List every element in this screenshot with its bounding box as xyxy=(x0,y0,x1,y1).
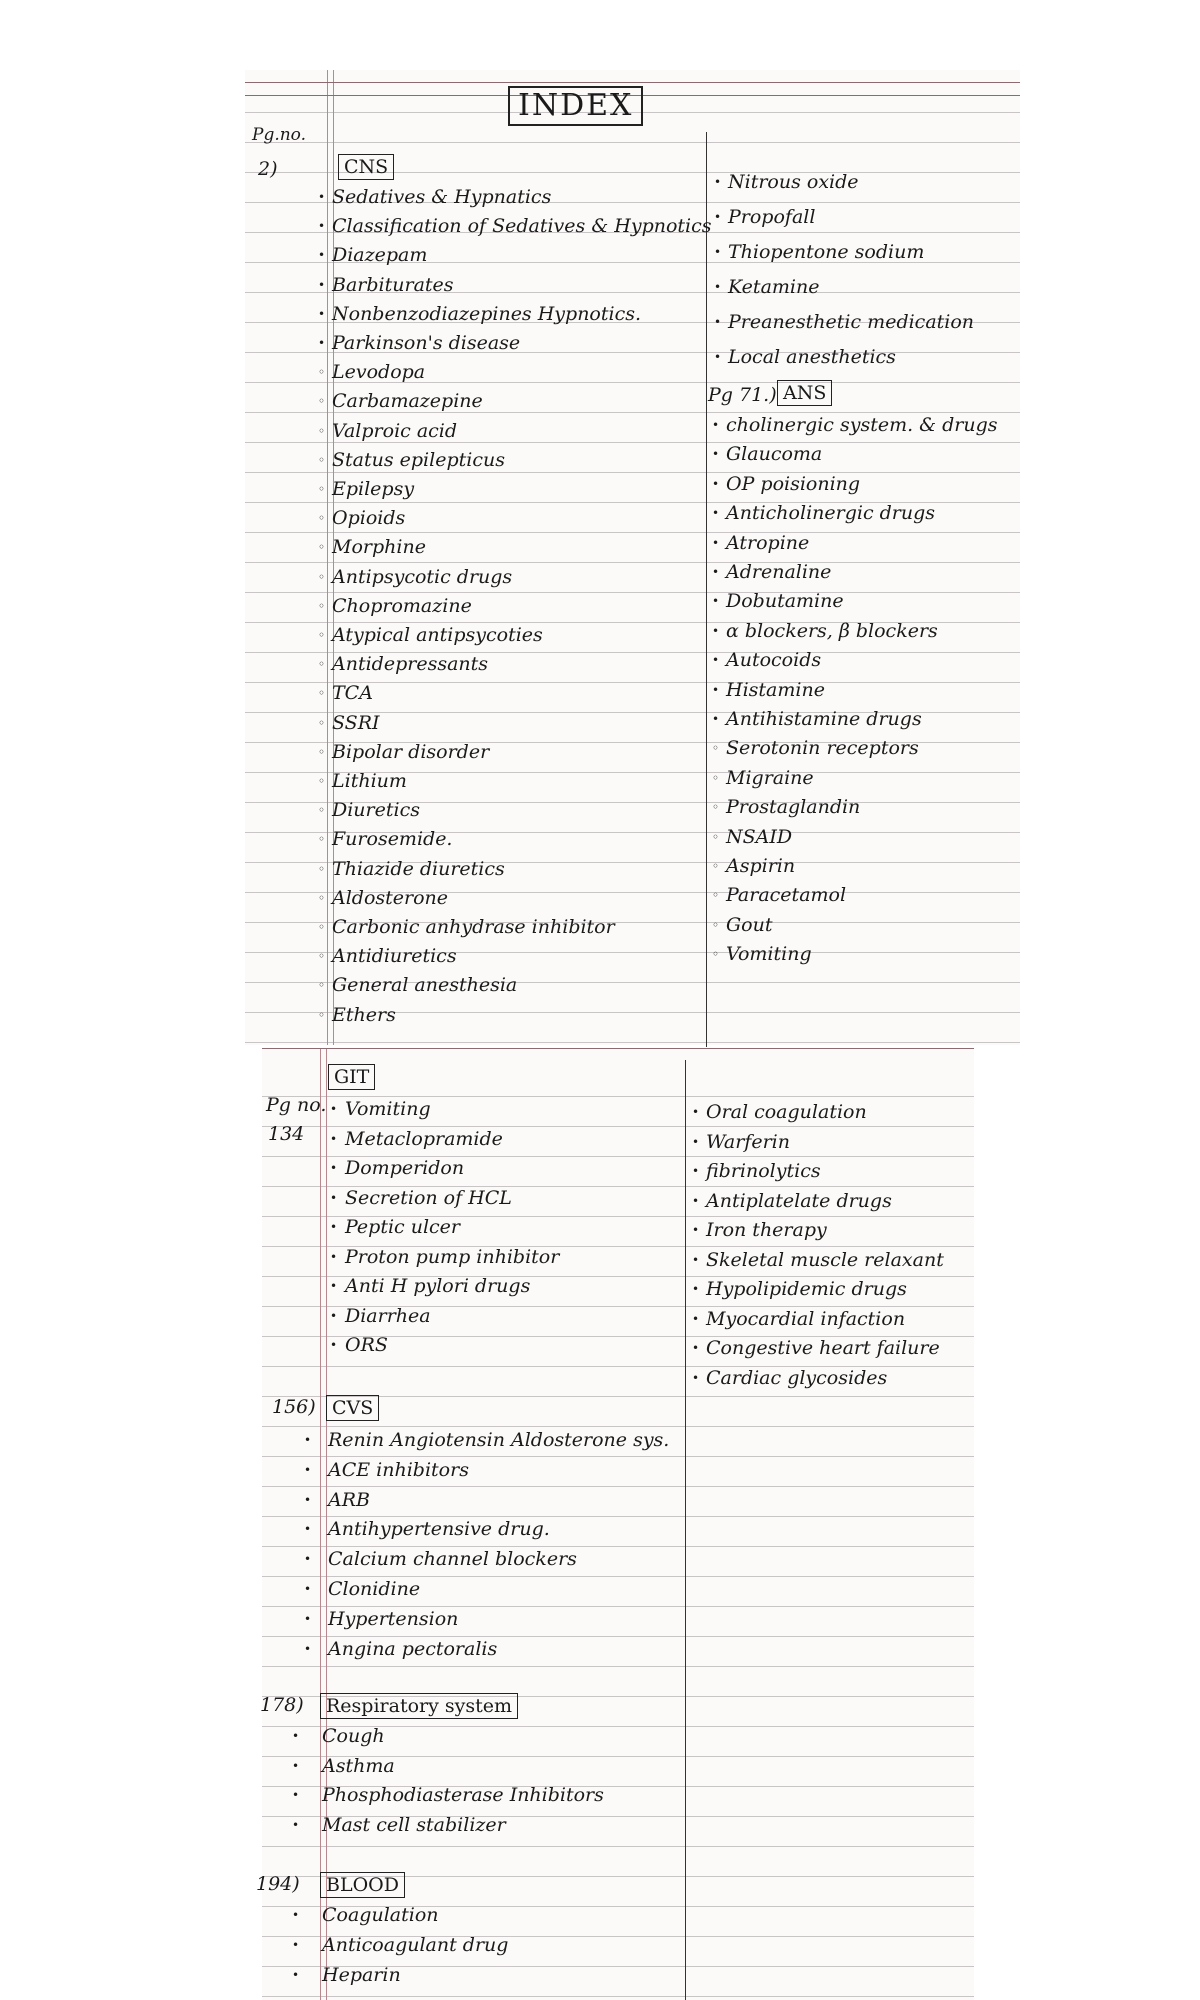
bullet-mark: • xyxy=(712,712,720,726)
index-entry: Warferin xyxy=(706,1130,790,1153)
bullet-mark: ◦ xyxy=(318,832,326,847)
index-entry: Preanesthetic medication xyxy=(728,311,975,333)
bullet-mark: ◦ xyxy=(318,744,326,759)
page-number-label: Pg.no. xyxy=(252,125,307,145)
bullet-mark: • xyxy=(712,594,720,609)
bullet-mark: ◦ xyxy=(318,774,326,788)
section-heading-cvs: CVS xyxy=(326,1395,379,1421)
bullet-mark: • xyxy=(330,1279,338,1293)
index-entry: Nitrous oxide xyxy=(728,171,859,193)
index-entry: Diarrhea xyxy=(345,1304,431,1327)
index-entry: fibrinolytics xyxy=(706,1160,821,1182)
bullet-mark: • xyxy=(712,565,720,579)
index-entry: Anti H pylori drugs xyxy=(345,1275,531,1297)
section-page-number: 156) xyxy=(272,1396,316,1418)
bullet-mark: ◦ xyxy=(712,770,720,785)
bullet-mark: ◦ xyxy=(318,890,326,905)
bullet-mark: ◦ xyxy=(318,861,326,876)
bullet-mark: • xyxy=(318,190,326,204)
section-page-number: 2) xyxy=(258,158,278,180)
index-entry: Bipolar disorder xyxy=(332,740,490,763)
index-entry: Cardiac glycosides xyxy=(706,1366,888,1389)
bullet-mark: ◦ xyxy=(318,686,326,701)
bullet-mark: • xyxy=(330,1131,338,1146)
bullet-mark: • xyxy=(712,682,720,697)
bullet-mark: ◦ xyxy=(318,920,326,934)
bullet-mark: • xyxy=(304,1433,312,1447)
bullet-mark: • xyxy=(692,1252,700,1267)
bullet-mark: ◦ xyxy=(712,800,720,815)
bullet-mark: ◦ xyxy=(712,888,720,903)
bullet-mark: ◦ xyxy=(318,482,326,496)
index-entry: cholinergic system. & drugs xyxy=(726,414,998,436)
section-heading-respiratory: Respiratory system xyxy=(320,1693,518,1719)
index-entry: Thiopentone sodium xyxy=(728,241,925,263)
bullet-mark: • xyxy=(304,1641,312,1656)
bullet-mark: • xyxy=(304,1552,312,1567)
bullet-mark: • xyxy=(292,1758,300,1773)
bullet-mark: ◦ xyxy=(712,829,720,844)
bullet-mark: ◦ xyxy=(318,423,326,438)
bullet-mark: • xyxy=(692,1134,700,1149)
index-entry: Vomiting xyxy=(726,943,812,966)
bullet-mark: • xyxy=(330,1190,338,1205)
bullet-mark: • xyxy=(692,1223,700,1237)
bullet-mark: • xyxy=(318,248,326,263)
index-entry: Vomiting xyxy=(345,1098,431,1120)
column-divider xyxy=(706,132,707,1047)
index-entry: Status epilepticus xyxy=(332,448,505,471)
index-entry: Peptic ulcer xyxy=(345,1216,461,1238)
bullet-mark: • xyxy=(714,280,722,294)
bullet-mark: • xyxy=(330,1308,338,1323)
index-entry: Propofall xyxy=(728,206,816,228)
index-entry: Asthma xyxy=(322,1754,395,1777)
index-entry: Iron therapy xyxy=(706,1219,827,1241)
bullet-mark: • xyxy=(304,1611,312,1626)
bullet-mark: • xyxy=(292,1938,300,1952)
bullet-mark: ◦ xyxy=(318,365,326,380)
index-entry: Metaclopramide xyxy=(345,1127,503,1150)
bullet-mark: • xyxy=(318,306,326,321)
index-entry: Local anesthetics xyxy=(728,346,896,368)
index-entry: Classification of Sedatives & Hypnotics xyxy=(332,215,712,238)
index-entry: ACE inhibitors xyxy=(328,1458,469,1481)
bullet-mark: • xyxy=(714,315,722,329)
index-entry: Autocoids xyxy=(726,649,822,672)
bullet-mark: ◦ xyxy=(318,540,326,555)
index-entry: Valproic acid xyxy=(332,419,458,442)
section-page-number: Pg 71.) xyxy=(708,384,777,406)
index-entry: Adrenaline xyxy=(726,561,832,583)
index-entry: Carbonic anhydrase inhibitor xyxy=(332,916,615,938)
index-entry: Antihistamine drugs xyxy=(726,708,922,730)
bullet-mark: • xyxy=(692,1164,700,1178)
bullet-mark: • xyxy=(692,1282,700,1296)
bullet-mark: • xyxy=(330,1161,338,1175)
bullet-mark: • xyxy=(692,1341,700,1355)
index-entry: Phosphodiasterase Inhibitors xyxy=(322,1784,604,1806)
index-entry: Congestive heart failure xyxy=(706,1337,940,1359)
index-entry: Angina pectoralis xyxy=(328,1637,498,1660)
bullet-mark: • xyxy=(330,1220,338,1234)
index-entry: TCA xyxy=(332,682,373,705)
bullet-mark: ◦ xyxy=(318,949,326,964)
section-heading-ans: ANS xyxy=(777,380,832,406)
bullet-mark: ◦ xyxy=(318,628,326,642)
section-page-number: 194) xyxy=(256,1873,300,1895)
section-page-number: 178) xyxy=(260,1694,304,1716)
bullet-mark: • xyxy=(712,418,720,432)
index-entry: α blockers, β blockers xyxy=(726,619,938,642)
index-entry: Clonidine xyxy=(328,1578,421,1600)
bullet-mark: • xyxy=(712,623,720,638)
index-entry: Oral coagulation xyxy=(706,1101,867,1123)
bullet-mark: • xyxy=(318,219,326,234)
index-entry: Chopromazine xyxy=(332,594,472,617)
index-title: INDEX xyxy=(508,86,643,126)
index-entry: Proton pump inhibitor xyxy=(345,1245,560,1268)
bullet-mark: ◦ xyxy=(318,452,326,467)
index-entry: OP poisioning xyxy=(726,472,861,495)
index-entry: Serotonin receptors xyxy=(726,737,919,760)
index-entry: Antidiuretics xyxy=(332,945,457,968)
index-entry: Ketamine xyxy=(728,276,820,298)
index-entry: Anticoagulant drug xyxy=(322,1934,509,1956)
bullet-mark: • xyxy=(304,1522,312,1537)
index-entry: Aldosterone xyxy=(332,886,449,909)
bullet-mark: • xyxy=(292,1968,300,1982)
bullet-mark: ◦ xyxy=(318,511,326,526)
index-entry: Coagulation xyxy=(322,1904,439,1926)
bullet-mark: • xyxy=(712,535,720,550)
index-entry: Levodopa xyxy=(332,361,426,384)
bullet-mark: • xyxy=(318,277,326,292)
index-entry: Migraine xyxy=(726,766,814,789)
bullet-mark: • xyxy=(714,210,722,224)
bullet-mark: • xyxy=(318,336,326,350)
index-entry: Diuretics xyxy=(332,799,420,822)
index-entry: Lithium xyxy=(332,770,407,792)
bullet-mark: • xyxy=(330,1102,338,1116)
page-number-label: Pg no. xyxy=(266,1094,327,1116)
index-entry: Opioids xyxy=(332,507,406,530)
bullet-mark: ◦ xyxy=(318,394,326,409)
index-entry: General anesthesia xyxy=(332,974,518,997)
index-entry: NSAID xyxy=(726,825,793,848)
section-page-number: 134 xyxy=(268,1123,305,1145)
index-entry: Renin Angiotensin Aldosterone sys. xyxy=(328,1429,670,1451)
bullet-mark: • xyxy=(330,1338,338,1352)
index-entry: Paracetamol xyxy=(726,884,847,907)
index-entry: Furosemide. xyxy=(332,828,453,851)
section-heading-blood: BLOOD xyxy=(320,1872,405,1898)
bullet-mark: ◦ xyxy=(318,657,326,672)
index-entry: Skeletal muscle relaxant xyxy=(706,1248,944,1271)
index-entry: Atypical antipsycoties xyxy=(332,624,543,646)
bullet-mark: • xyxy=(714,350,722,364)
section-heading-git: GIT xyxy=(328,1064,375,1090)
bullet-mark: • xyxy=(304,1492,312,1507)
index-entry: Morphine xyxy=(332,536,426,559)
bullet-mark: • xyxy=(714,245,722,259)
index-entry: Ethers xyxy=(332,1003,396,1026)
index-entry: Anticholinergic drugs xyxy=(726,502,936,525)
index-entry: Barbiturates xyxy=(332,273,454,296)
bullet-mark: • xyxy=(292,1788,300,1802)
bullet-mark: ◦ xyxy=(318,1007,326,1022)
index-entry: Nonbenzodiazepines Hypnotics. xyxy=(332,302,642,325)
bullet-mark: • xyxy=(692,1105,700,1119)
bullet-mark: • xyxy=(714,175,722,189)
bullet-mark: ◦ xyxy=(318,598,326,613)
column-divider xyxy=(685,1060,686,2000)
index-entry: Sedatives & Hypnatics xyxy=(332,186,552,208)
index-entry: Antihypertensive drug. xyxy=(328,1518,550,1541)
index-entry: Atropine xyxy=(726,531,810,554)
bullet-mark: • xyxy=(330,1249,338,1264)
index-entry: Hypertension xyxy=(328,1607,459,1630)
bullet-mark: ◦ xyxy=(712,917,720,932)
index-entry: Histamine xyxy=(726,678,825,701)
bullet-mark: • xyxy=(304,1462,312,1477)
index-entry: SSRI xyxy=(332,711,380,734)
index-entry: Prostaglandin xyxy=(726,796,861,819)
bullet-mark: ◦ xyxy=(712,741,720,756)
index-entry: Antiplatelate drugs xyxy=(706,1189,892,1212)
bullet-mark: • xyxy=(304,1582,312,1596)
top-rule xyxy=(262,1048,974,1049)
section-heading-cns: CNS xyxy=(338,154,394,180)
index-entry: Dobutamine xyxy=(726,590,844,613)
index-entry: Secretion of HCL xyxy=(345,1186,512,1209)
index-entry: Thiazide diuretics xyxy=(332,857,505,880)
index-entry: Antipsycotic drugs xyxy=(332,565,513,588)
bullet-mark: • xyxy=(712,476,720,491)
bullet-mark: • xyxy=(692,1311,700,1326)
index-entry: Hypolipidemic drugs xyxy=(706,1278,907,1300)
bullet-mark: • xyxy=(292,1817,300,1832)
bullet-mark: • xyxy=(292,1908,300,1922)
index-entry: Mast cell stabilizer xyxy=(322,1813,506,1836)
bullet-mark: • xyxy=(712,506,720,521)
bullet-mark: ◦ xyxy=(712,947,720,962)
index-entry: Glaucoma xyxy=(726,443,823,466)
index-entry: Aspirin xyxy=(726,855,796,877)
index-entry: ORS xyxy=(345,1334,388,1356)
index-entry: Heparin xyxy=(322,1964,401,1986)
top-rule xyxy=(245,82,1020,83)
index-entry: Calcium channel blockers xyxy=(328,1548,577,1571)
bullet-mark: • xyxy=(712,653,720,668)
index-entry: Domperidon xyxy=(345,1157,465,1179)
bullet-mark: ◦ xyxy=(318,803,326,818)
page-margin-line xyxy=(320,1048,327,2000)
bullet-mark: • xyxy=(292,1729,300,1743)
bullet-mark: ◦ xyxy=(712,859,720,873)
index-entry: Carbamazepine xyxy=(332,390,483,413)
index-entry: Antidepressants xyxy=(332,653,489,676)
bullet-mark: ◦ xyxy=(318,978,326,993)
index-entry: Gout xyxy=(726,913,773,936)
bullet-mark: ◦ xyxy=(318,715,326,730)
bullet-mark: ◦ xyxy=(318,569,326,584)
index-entry: Myocardial infaction xyxy=(706,1307,906,1330)
index-entry: Epilepsy xyxy=(332,478,415,500)
bullet-mark: • xyxy=(692,1193,700,1208)
bullet-mark: • xyxy=(692,1370,700,1385)
index-entry: Parkinson's disease xyxy=(332,332,521,354)
index-entry: Cough xyxy=(322,1725,385,1747)
index-entry: ARB xyxy=(328,1488,370,1511)
bullet-mark: • xyxy=(712,447,720,462)
index-entry: Diazepam xyxy=(332,244,428,267)
